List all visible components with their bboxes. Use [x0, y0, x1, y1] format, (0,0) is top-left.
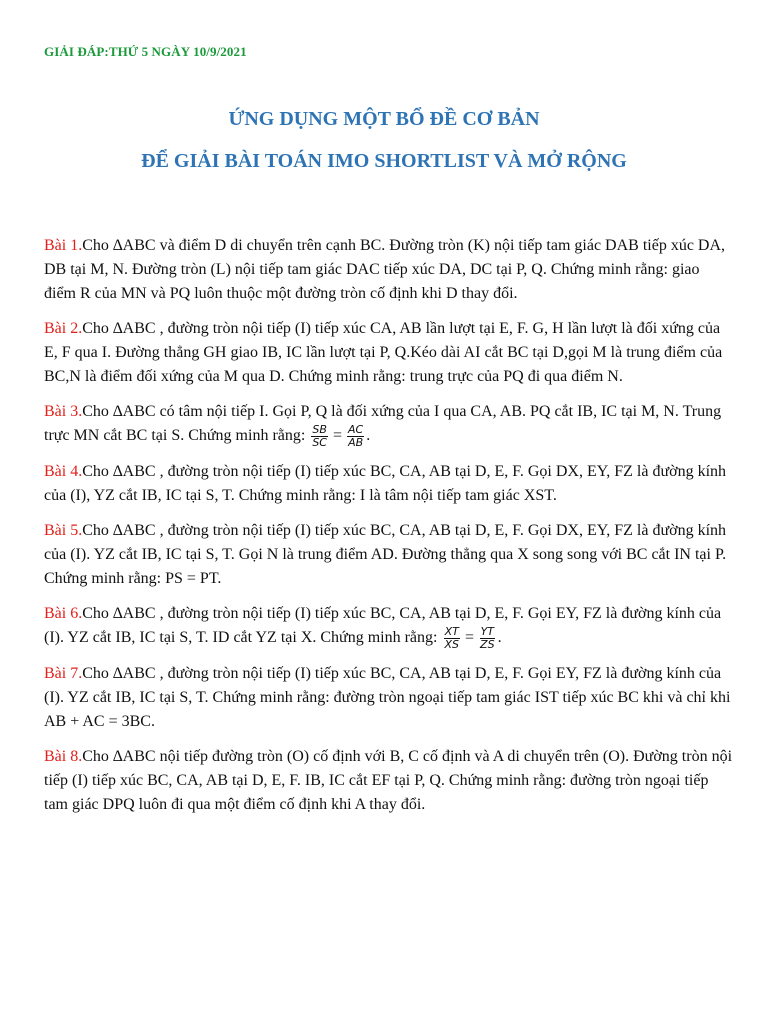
problem-8 [44, 745, 734, 817]
equals-sign: = [465, 629, 475, 647]
fraction-numerator: YT [480, 625, 495, 638]
problem-text: Cho ∆ABC nội tiếp đường tròn (O) cố định với B, C cố định và A di chuyển trên (O). Đường tròn nội tiếp (I) tiếp xúc BC, CA, AB tại D, E, F. IB, IC cắt EF tại P, Q. Chứng minh rằng: đường tròn ngoại tiếp tam giác DPQ luôn đi qua một điểm cố định khi A thay đổi. [44, 748, 733, 813]
problem-7 [44, 662, 734, 734]
fraction-denominator: ZS [480, 638, 495, 651]
fraction-denominator: AB [348, 436, 364, 449]
fraction-numerator: SB [312, 423, 327, 436]
fraction-numerator: XT [444, 625, 459, 638]
sentence-end: . [497, 629, 502, 647]
fraction-yt-zs [479, 626, 496, 651]
problem-6 [44, 602, 734, 651]
problem-5 [44, 519, 734, 591]
problem-label: Bài 5. [44, 522, 83, 539]
problem-label: Bài 2. [44, 320, 83, 337]
problem-label: Bài 3. [44, 403, 83, 420]
problem-1 [44, 234, 734, 306]
problem-label: Bài 1. [44, 237, 83, 254]
problem-text: Cho ∆ABC , đường tròn nội tiếp (I) tiếp xúc BC, CA, AB tại D, E, F. Gọi DX, EY, FZ là đường kính của (I). YZ cắt IB, IC tại S, T. Gọi N là trung điểm AD. Đường thẳng qua X song song với BC cắt IN tại P. Chứng minh rằng: PS = PT. [44, 522, 727, 587]
problem-label: Bài 8. [44, 748, 83, 765]
problem-text: Cho ∆ABC , đường tròn nội tiếp (I) tiếp xúc BC, CA, AB tại D, E, F. Gọi EY, FZ là đường kính của (I). YZ cắt IB, IC tại S, T. Chứng minh rằng: đường tròn ngoại tiếp tam giác IST tiếp xúc BC khi và chỉ khi AB + AC = 3BC. [44, 665, 731, 730]
problem-4 [44, 460, 734, 508]
sentence-end: . [366, 427, 371, 445]
problem-3 [44, 400, 734, 449]
problem-label: Bài 7. [44, 665, 83, 682]
problem-label: Bài 6. [44, 605, 83, 622]
problem-list [44, 234, 734, 828]
problem-text: Cho ∆ABC có tâm nội tiếp I. Gọi P, Q là đối xứng của I qua CA, AB. PQ cắt IB, IC tại M, N. Trung trực MN cắt BC tại S. Chứng minh rằng: [44, 403, 722, 445]
fraction-sb-sc [311, 424, 328, 449]
problem-label: Bài 4. [44, 463, 83, 480]
fraction-numerator: AC [348, 423, 364, 436]
problem-text: Cho ∆ABC , đường tròn nội tiếp (I) tiếp xúc BC, CA, AB tại D, E, F. Gọi DX, EY, FZ là đường kính của (I), YZ cắt IB, IC tại S, T. Chứng minh rằng: I là tâm nội tiếp tam giác XST. [44, 463, 727, 504]
fraction-ac-ab [347, 424, 364, 449]
fraction-denominator: SC [312, 436, 327, 449]
problem-2 [44, 317, 734, 389]
document-title-line-1: ỨNG DỤNG MỘT BỔ ĐỀ CƠ BẢN [228, 108, 540, 130]
fraction-denominator: XS [444, 638, 460, 651]
fraction-xt-xs [443, 626, 460, 651]
equals-sign: = [333, 427, 343, 445]
problem-text: Cho ∆ABC , đường tròn nội tiếp (I) tiếp xúc BC, CA, AB tại D, E, F. Gọi EY, FZ là đường kính của (I). YZ cắt IB, IC tại S, T. ID cắt YZ tại X. Chứng minh rằng: [44, 605, 722, 647]
problem-text: Cho ∆ABC , đường tròn nội tiếp (I) tiếp xúc CA, AB lần lượt tại E, F. G, H lần lượt là đối xứng của E, F qua I. Đường thẳng GH giao IB, IC lần lượt tại P, Q.Kéo dài AI cắt BC tại D,gọi M là trung điểm của BC,N là điểm đối xứng của M qua D. Chứng minh rằng: trung trực của PQ đi qua điểm N. [44, 320, 723, 385]
document-title-line-2: ĐỂ GIẢI BÀI TOÁN IMO SHORTLIST VÀ MỞ RỘNG [141, 150, 627, 172]
header-note: GIẢI ĐÁP:THỨ 5 NGÀY 10/9/2021 [44, 44, 247, 59]
problem-text: Cho ∆ABC và điểm D di chuyển trên cạnh BC. Đường tròn (K) nội tiếp tam giác DAB tiếp xúc DA, DB tại M, N. Đường tròn (L) nội tiếp tam giác DAC tiếp xúc DA, DC tại P, Q. Chứng minh rằng: giao điểm R của MN và PQ luôn thuộc một đường tròn cố định khi D thay đổi. [44, 237, 726, 302]
